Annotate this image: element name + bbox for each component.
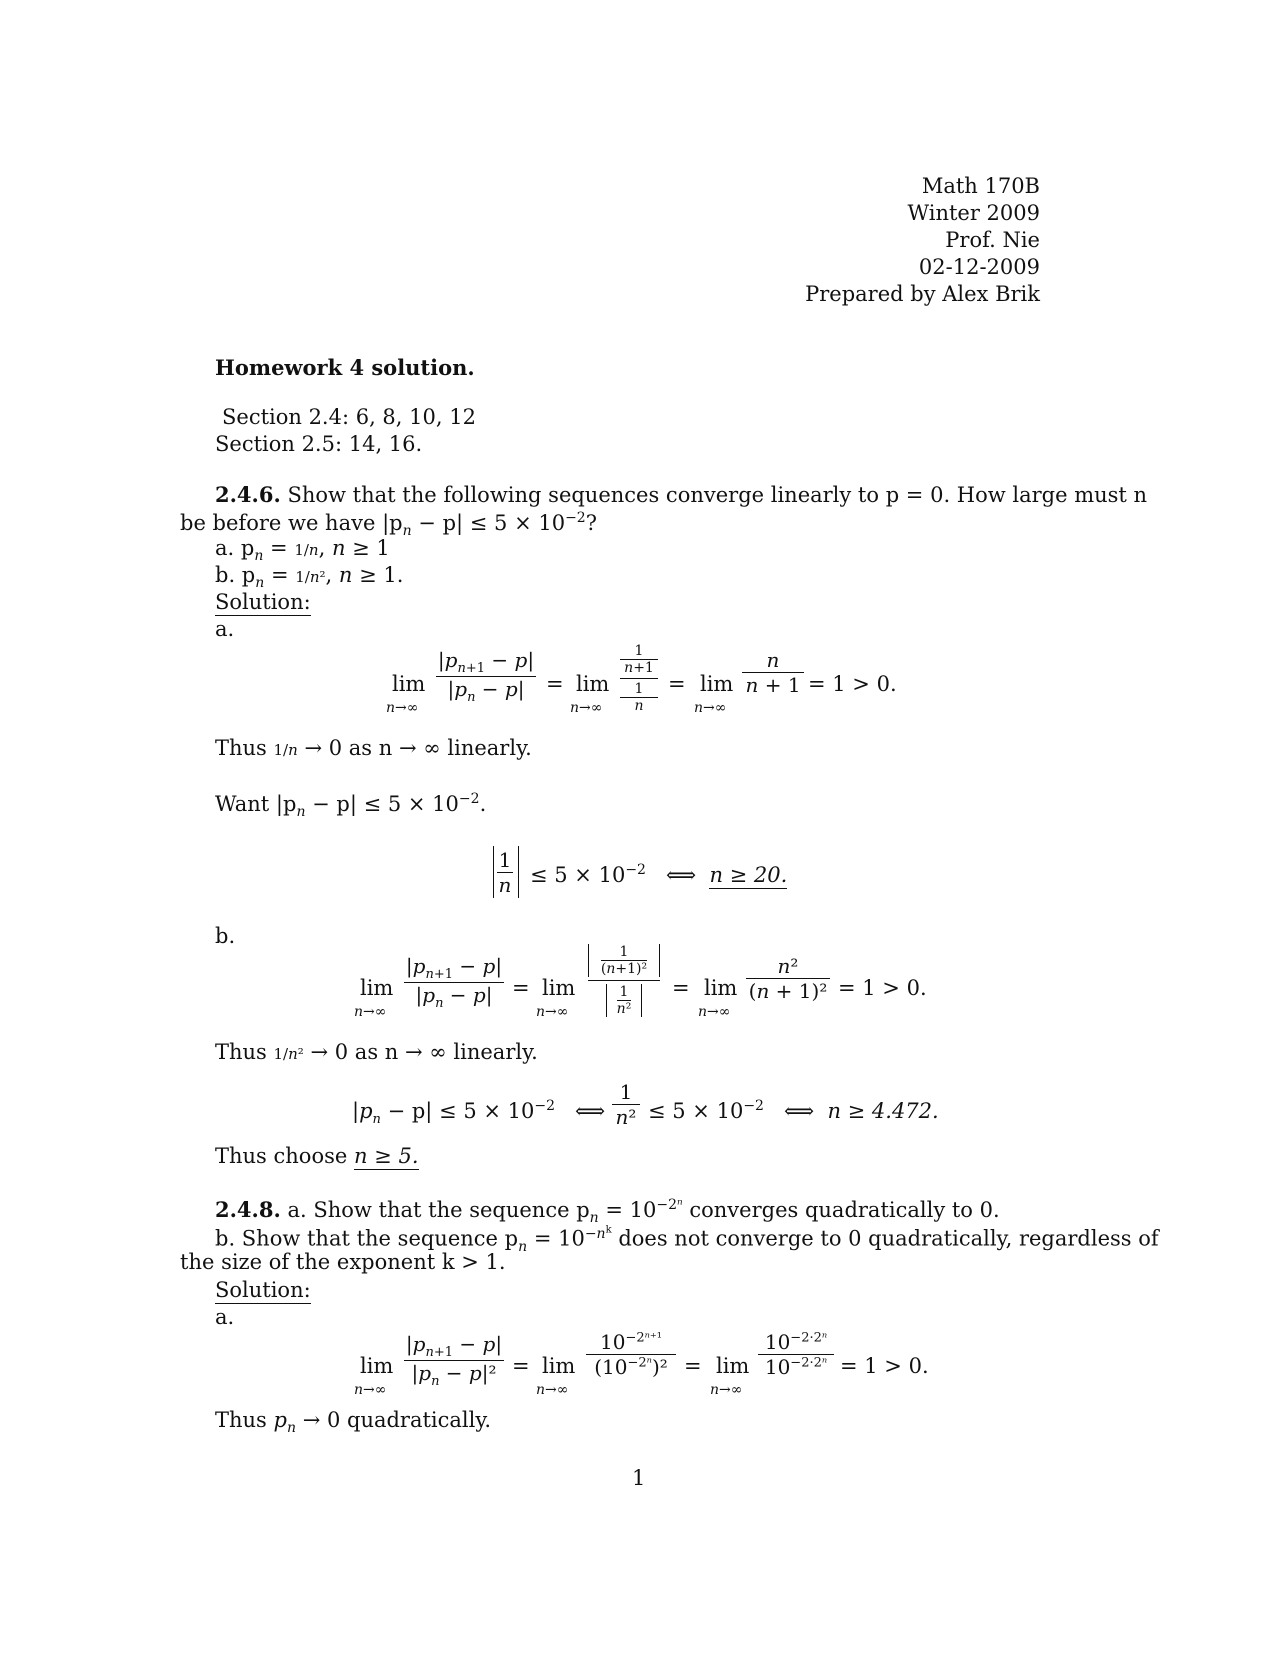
statement-cont-b: − p| ≤ 5 × 10 bbox=[411, 511, 566, 535]
ineq-a-text: ≤ 5 × 10 bbox=[530, 863, 626, 887]
problem-2-4-6-statement bbox=[215, 484, 1147, 506]
problem-2-4-8-a: 2.4.8. a. Show that the sequence $p_n = 10^{-2^n}$ converges quadratically to 0. bbox=[215, 1197, 1000, 1227]
choose-text: Thus choose bbox=[215, 1144, 348, 1168]
statement-cont: be before we have |p bbox=[180, 511, 403, 535]
solution-label bbox=[215, 592, 311, 613]
part-b-label: b. p bbox=[215, 563, 256, 587]
part-a-marker: a. bbox=[215, 617, 235, 641]
part-b-marker: b. bbox=[215, 924, 236, 948]
thus-quadratic-text: → 0 quadratically. bbox=[302, 1408, 492, 1432]
part-a-definition: a. $p_n = 1/n$, n ≥ 1 bbox=[215, 536, 390, 565]
p248-b-text2: does not converge to 0 quadratically, regardless of bbox=[618, 1226, 1159, 1251]
course-name: Math 170B bbox=[921, 174, 1040, 198]
statement-text: Show that the following sequences converge linearly to p = 0. How large must n bbox=[287, 483, 1148, 507]
ineq-b-result: n ≥ 4.472. bbox=[827, 1099, 939, 1123]
want-line: Want $|p_n - p| \le 5 \times 10^{-2}$. bbox=[215, 791, 487, 821]
problem-2-4-8-b: b. Show that the sequence $p_n = 10^{-n^k}$ does not converge to 0 quadratically, regardless of bbox=[215, 1224, 1159, 1255]
section-line-2: Section 2.5: 14, 16. bbox=[215, 432, 423, 456]
ineq-b-left: − p| ≤ 5 × 10 bbox=[380, 1099, 535, 1123]
part-b-definition: b. $p_n = 1/n^2$, n ≥ 1. bbox=[215, 563, 404, 592]
thus-b-text: → 0 as n → ∞ linearly. bbox=[310, 1040, 538, 1064]
problem-label: 2.4.6. bbox=[215, 482, 281, 507]
solution-text: Solution: bbox=[215, 590, 311, 614]
p248-b-text: b. Show that the sequence p bbox=[215, 1226, 519, 1251]
page-number: 1 bbox=[632, 1466, 646, 1490]
p248-a-text2: converges quadratically to 0. bbox=[689, 1198, 1000, 1222]
thus-a-text: → 0 as n → ∞ linearly. bbox=[304, 736, 532, 760]
want-text-b: − p| ≤ 5 × 10 bbox=[305, 792, 459, 816]
solution-text-248: Solution: bbox=[215, 1278, 311, 1302]
want-text: Want |p bbox=[215, 792, 297, 816]
problem-2-4-6-statement-cont: be before we have $|p_n - p| \le 5 \times 10^{-2}$? bbox=[180, 510, 597, 540]
ineq-b-mid: ≤ 5 × 10 bbox=[648, 1099, 744, 1123]
thus-linear-a: Thus 1/n → 0 as n → ∞ linearly. bbox=[215, 736, 532, 760]
professor: Prof. Nie bbox=[945, 228, 1040, 252]
problem-label-248: 2.4.8. bbox=[215, 1197, 281, 1222]
prepared-by: Prepared by Alex Brik bbox=[805, 282, 1040, 306]
choose-line bbox=[215, 1146, 419, 1167]
part-a-marker-248: a. bbox=[215, 1305, 235, 1329]
date: 02-12-2009 bbox=[918, 255, 1040, 279]
solution-label-248 bbox=[215, 1280, 311, 1301]
section-line-1: Section 2.4: 6, 8, 10, 12 bbox=[222, 405, 476, 429]
p248-a-text: a. Show that the sequence p bbox=[287, 1198, 590, 1222]
page-title: Homework 4 solution. bbox=[215, 355, 475, 380]
term: Winter 2009 bbox=[907, 201, 1040, 225]
thus-linear-b: Thus 1/n² → 0 as n → ∞ linearly. bbox=[215, 1040, 538, 1064]
statement-cont-c: ? bbox=[585, 511, 597, 535]
choose-result: n ≥ 5. bbox=[353, 1144, 419, 1168]
problem-2-4-8-b-cont: the size of the exponent k > 1. bbox=[180, 1250, 506, 1274]
ineq-a-result: n ≥ 20. bbox=[709, 863, 788, 887]
thus-quadratic: Thus $p_n \to 0$ quadratically. bbox=[215, 1408, 492, 1437]
part-a-label: a. p bbox=[215, 536, 255, 560]
